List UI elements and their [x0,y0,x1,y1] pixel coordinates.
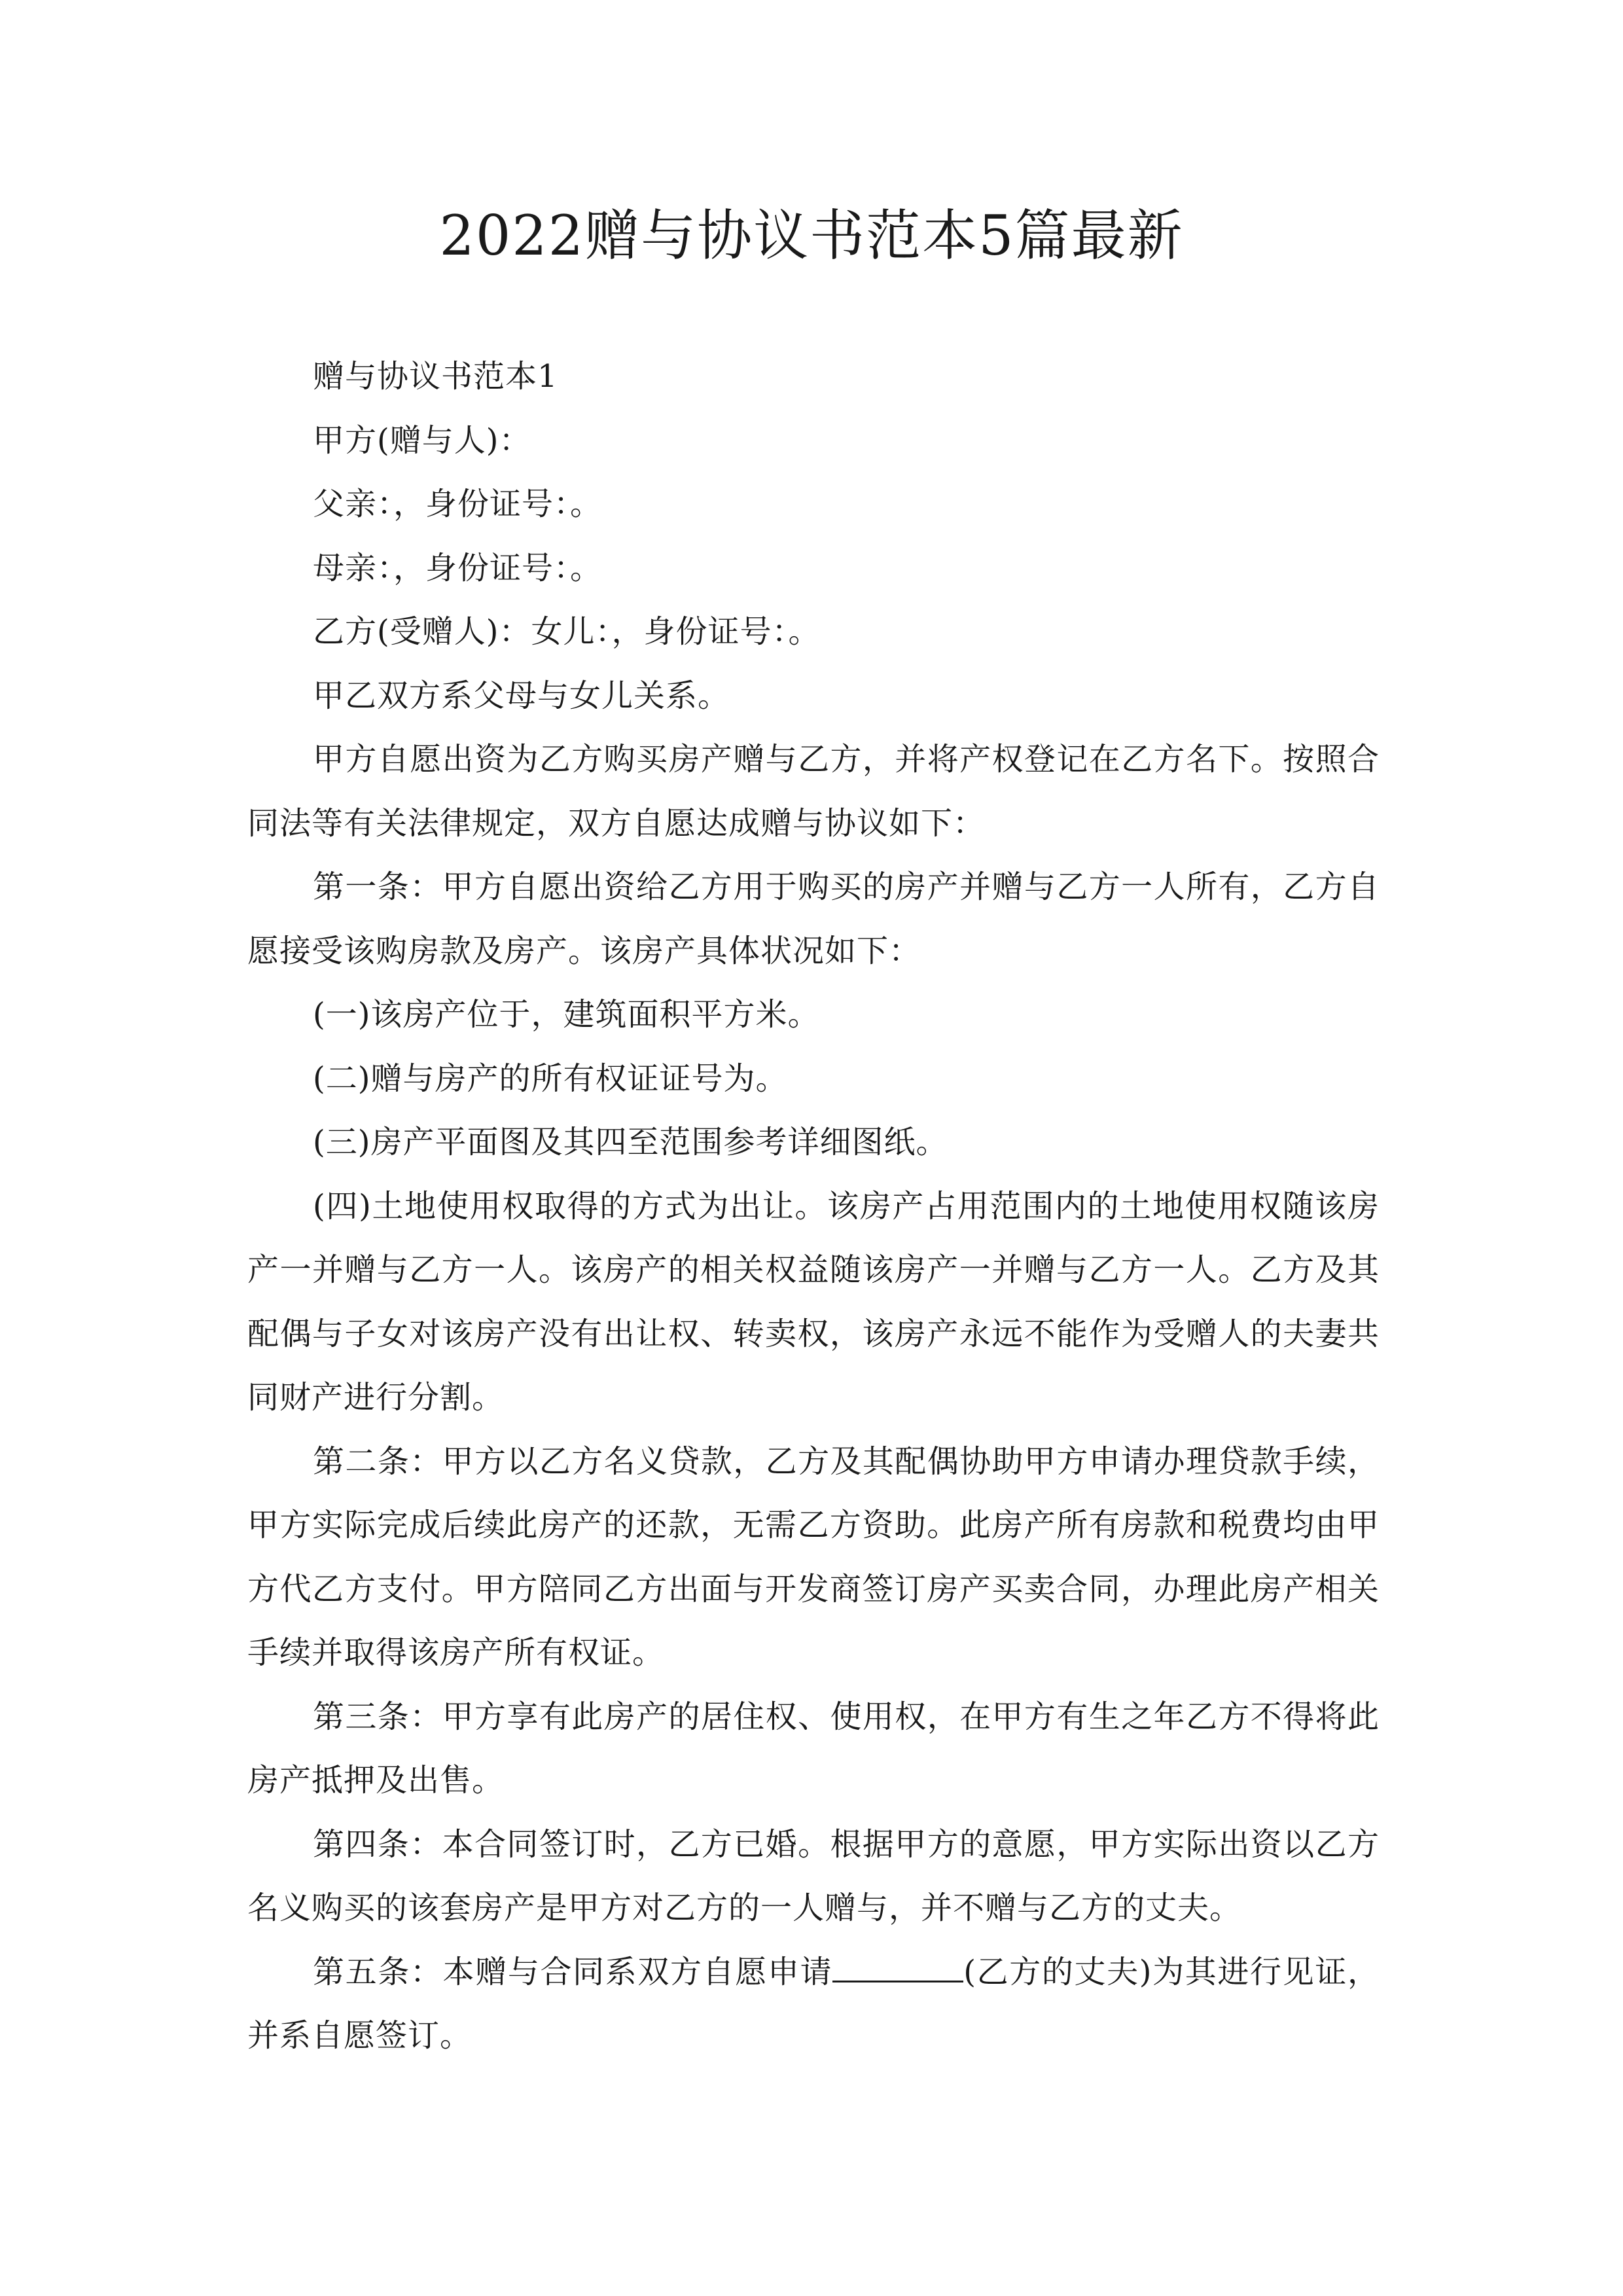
clause-5-text-end: (乙方的丈夫)为其进行见证，并系自愿签订。 [247,1953,1380,2054]
document-body [247,345,1380,2068]
clause-2: 第二条：甲方以乙方名义贷款，乙方及其配偶协助甲方申请办理贷款手续，甲方实际完成后续此房产的还款，无需乙方资助。此房产所有房款和税费均由甲方代乙方支付。甲方陪同乙方出面与开发商签订房产买卖合同，办理此房产相关手续并取得该房产所有权证。 [247,1443,1380,1671]
clause-3: 第三条：甲方享有此房产的居住权、使用权，在甲方有生之年乙方不得将此房产抵押及出售。 [247,1698,1380,1799]
clause-4: 第四条：本合同签订时，乙方已婚。根据甲方的意愿，甲方实际出资以乙方名义购买的该套房产是甲方对乙方的一人赠与，并不赠与乙方的丈夫。 [247,1825,1380,1926]
party-b-line: 乙方(受赠人)：女儿：，身份证号：。 [313,613,821,650]
clause-1-item-2: (二)赠与房产的所有权证证号为。 [313,1060,788,1097]
section-heading: 赠与协议书范本1 [313,358,558,395]
clause-1-item-3: (三)房产平面图及其四至范围参考详细图纸。 [313,1124,948,1160]
clause-1-item-1: (一)该房产位于，建筑面积平方米。 [313,996,820,1033]
page-title: 2022赠与协议书范本5篇最新 [439,204,1184,268]
clause-5-text-start: 第五条：本赠与合同系双方自愿申请 [313,1953,833,1990]
father-line: 父亲：，身份证号：。 [313,486,603,522]
relationship-line: 甲乙双方系父母与女儿关系。 [313,677,730,714]
clause-1-item-4: (四)土地使用权取得的方式为出让。该房产占用范围内的土地使用权随该房产一并赠与乙方一人。该房产的相关权益随该房产一并赠与乙方一人。乙方及其配偶与子女对该房产没有出让权、转卖权，该房产永远不能作为受赠人的夫妻共同财产进行分割。 [247,1187,1380,1416]
party-a-label: 甲方(赠与人)： [313,422,531,459]
witness-blank [832,1954,963,1982]
clause-1: 第一条：甲方自愿出资给乙方用于购买的房产并赠与乙方一人所有，乙方自愿接受该购房款及房产。该房产具体状况如下： [247,869,1380,969]
clause-5 [247,1941,1380,2068]
mother-line: 母亲：，身份证号：。 [313,549,603,586]
preamble-paragraph: 甲方自愿出资为乙方购买房产赠与乙方，并将产权登记在乙方名下。按照合同法等有关法律规定，双方自愿达成赠与协议如下： [247,741,1380,842]
